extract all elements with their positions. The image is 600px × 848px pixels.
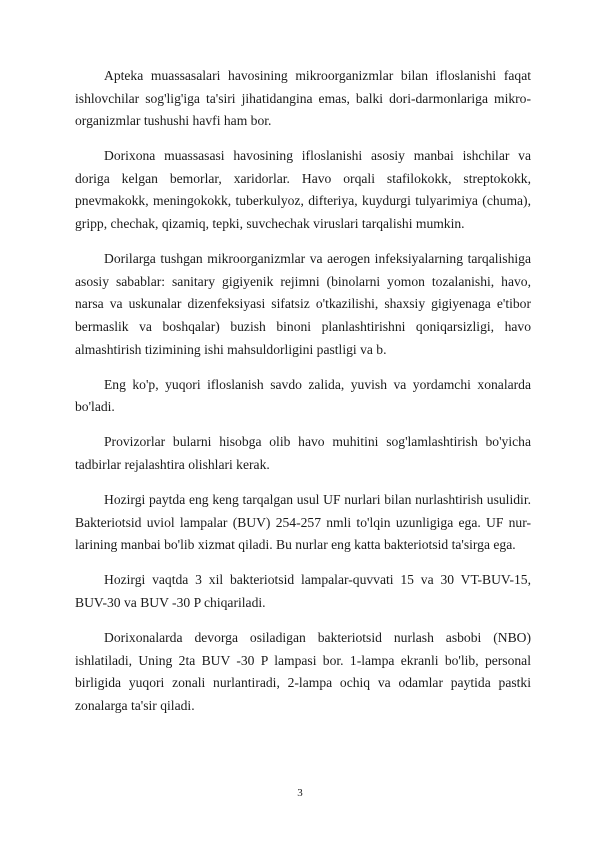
paragraph-7: Hozirgi vaqtda 3 xil bakteriotsid lampalar-quvvati 15 va 30 VT-BUV-15, BUV-30 va BUV -30 P chiqariladi. <box>75 572 531 610</box>
paragraph-3: Dorilarga tushgan mikroorganizmlar va aerogen infeksiyalarning tarqalishiga asosiy sabablar: sanitary gigiyenik rejimni (binolarni yomon tozalanishi, havo, narsa va uskunalar dizenfeksiyasi sifatsiz o'tkazilishi, shaxsiy gigiyenaga e'tibor bermaslik va boshqalar) buzish binoni planlashtirishni qoniqarsizligi, havo almashtirish tizimining ishi mahsuldorligini pastligi va b. <box>75 251 531 357</box>
paragraph-5: Provizorlar bularni hisobga olib havo muhitini sog'lamlashtirish bo'yicha tadbirlar rejalashtira olishlari kerak. <box>75 434 531 472</box>
paragraph-8: Dorixonalarda devorga osiladigan bakteriotsid nurlash asbobi (NBO) ishlatiladi, Uning 2ta BUV -30 P lampasi bor. 1-lampa ekranli bo'lib, personal birligida yuqori zonali nurlantiradi, 2-lampa ochiq va odamlar paytida pastki zonalarga ta'sir qiladi. <box>75 629 531 713</box>
paragraph-2: Dorixona muassasasi havosining ifloslanishi asosiy manbai ishchilar va doriga kelgan bemorlar, xaridorlar. Havo orqali stafilokokk, streptokokk, pnevmakokk, meningokokk, tuberkulyoz, difteriya, kuydurgi tulyarimiya (chuma), gripp, chechak, qizamiq, tepki, suvchechak viruslari tarqalishi mumkin. <box>75 148 531 232</box>
paragraph-1: Apteka muassasalari havosining mikroorganizmlar bilan ifloslanishi faqat ishlovchilar sog'lig'iga ta'siri jihatidangina emas, balki dori-darmonlariga mikro-organizmlar tushushi havfi ham bor. <box>75 68 531 129</box>
document-body <box>75 65 531 730</box>
paragraph-6: Hozirgi paytda eng keng tarqalgan usul UF nurlari bilan nurlashtirish usulidir. Bakteriotsid uviol lampalar (BUV) 254-257 nmli to'lqin uzunligiga ega. UF nur-larining manbai bo'lib xizmat qiladi. Bu nurlar eng katta bakteriotsid ta'sirga ega. <box>75 492 531 553</box>
page-number: 3 <box>297 787 303 799</box>
paragraph-4: Eng ko'p, yuqori ifloslanish savdo zalida, yuvish va yordamchi xonalarda bo'ladi. <box>75 376 531 415</box>
